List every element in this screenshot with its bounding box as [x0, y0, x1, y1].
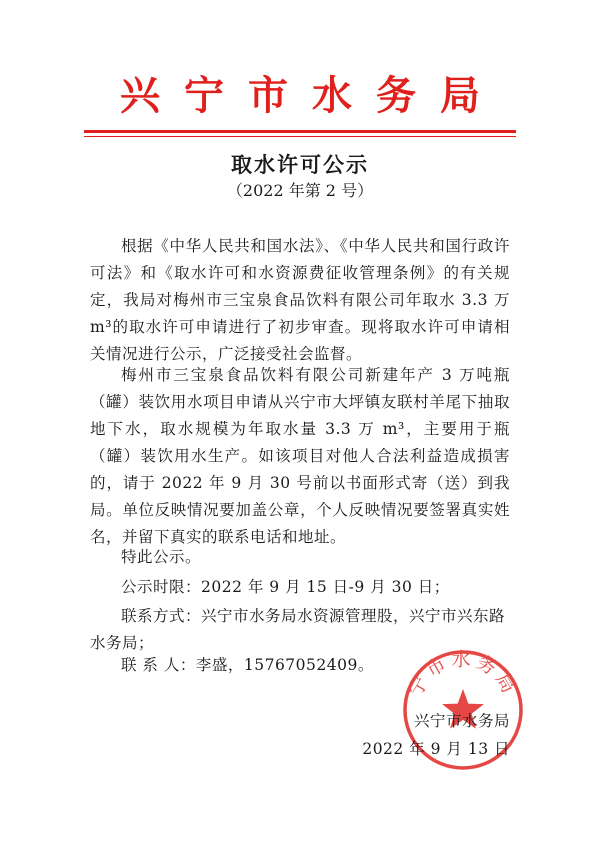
contact-method-continued: 水务局；: [90, 634, 155, 652]
notice-period: 公示时限：2022 年 9 月 15 日-9 月 30 日；: [121, 578, 450, 596]
issue-date: 2022 年 9 月 13 日: [362, 740, 510, 758]
header-red-rule-thick: [84, 130, 516, 133]
header-red-rule-thin: [84, 136, 516, 137]
paragraph-text: 梅州市三宝泉食品饮料有限公司新建年产 3 万吨瓶（罐）装饮用水项目申请从兴宁市大坪镇友联村羊尾下抽取地下水，取水规模为年取水量 3.3 万 m³，主要用于瓶（罐）装饮用水生产。如该项目对他人合法利益造成损害的，请于 2022 年 9 月 30 号前以书面形式寄（送）到我局。单位反映情况要加盖公章，个人反映情况要签署真实姓名，并留下真实的联系电话和地址。: [90, 366, 510, 546]
paragraph-text: 根据《中华人民共和国水法》、《中华人民共和国行政许可法》和《取水许可和水资源费征收管理条例》的有关规定，我局对梅州市三宝泉食品饮料有限公司年取水 3.3 万 m³的取水许可申请进行了初步审查。现将取水许可申请相关情况进行公示，广泛接受社会监督。: [90, 237, 510, 363]
contact-method: 联系方式：兴宁市水务局水资源管理股，兴宁市兴东路: [121, 607, 506, 625]
body-paragraph-2: [90, 362, 510, 551]
agency-header: 兴宁市水务局: [120, 72, 504, 119]
document-title: 取水许可公示: [231, 152, 369, 177]
document-number: （2022 年第 2 号）: [226, 181, 374, 200]
contact-person: 联 系 人：李盛，15767052409。: [121, 656, 374, 674]
seal-text: 宁市水务局: [404, 648, 522, 701]
body-paragraph-1: [90, 233, 510, 368]
issuing-authority: 兴宁市水务局: [413, 712, 510, 730]
closing-notice: 特此公示。: [121, 548, 202, 566]
